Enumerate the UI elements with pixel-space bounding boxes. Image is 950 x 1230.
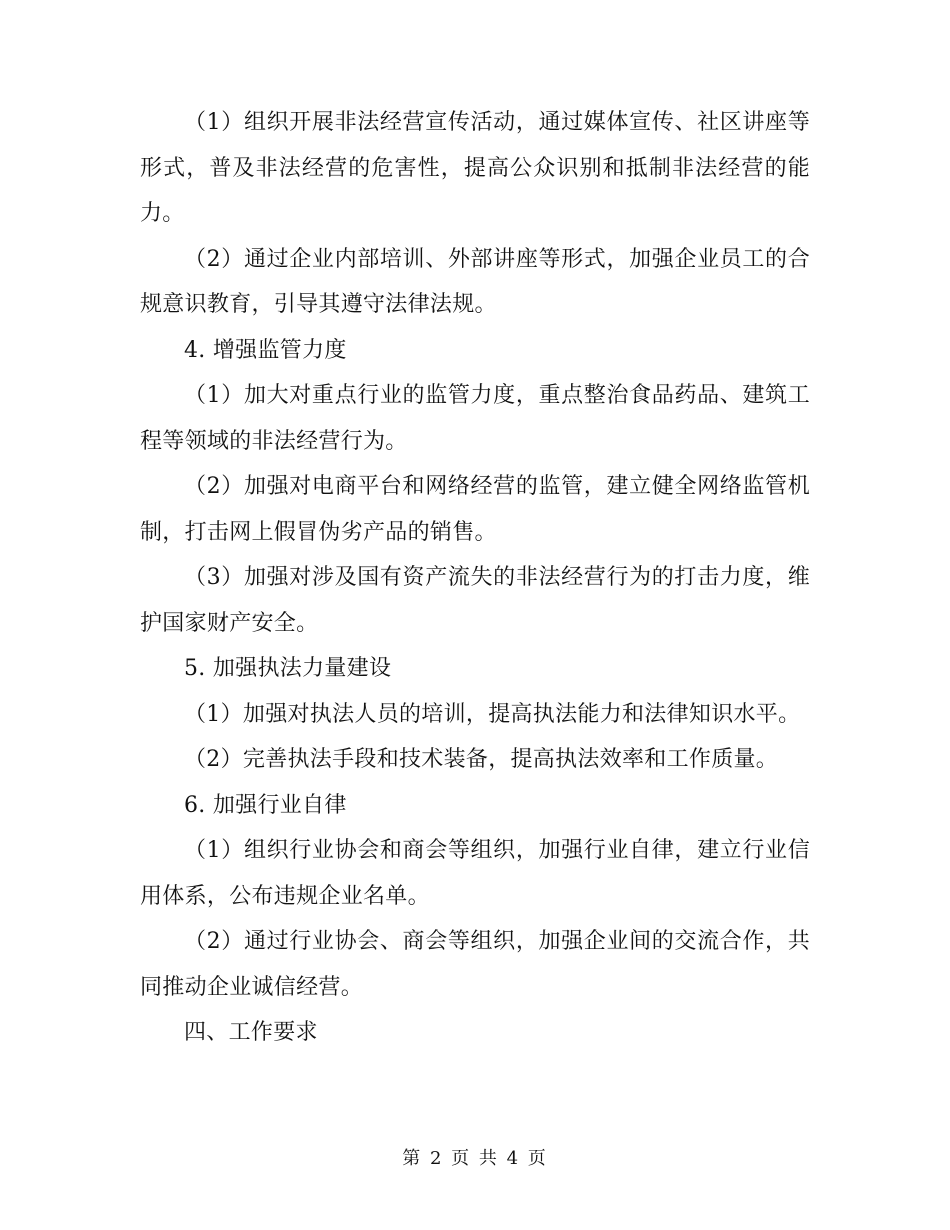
paragraph: （1）组织开展非法经营宣传活动，通过媒体宣传、社区讲座等形式，普及非法经营的危害性，提高公众识别和抵制非法经营的能力。 (140, 110, 810, 226)
paragraph: （2）完善执法手段和技术装备，提高执法效率和工作质量。 (184, 747, 779, 772)
section-heading: 6. 加强行业自律 (184, 792, 347, 818)
page-number-footer: 第 2 页 共 4 页 (402, 1148, 548, 1169)
paragraph: （2）加强对电商平台和网络经营的监管，建立健全网络监管机制，打击网上假冒伪劣产品的销售。 (140, 474, 810, 545)
paragraph: （3）加强对涉及国有资产流失的非法经营行为的打击力度，维护国家财产安全。 (140, 565, 810, 636)
document-body (140, 100, 810, 1056)
paragraph: （2）通过企业内部培训、外部讲座等形式，加强企业员工的合规意识教育，引导其遵守法律法规。 (140, 246, 810, 317)
section-heading: 4. 增强监管力度 (184, 337, 347, 363)
paragraph: （2）通过行业协会、商会等组织，加强企业间的交流合作，共同推动企业诚信经营。 (140, 929, 810, 1000)
paragraph: （1）加大对重点行业的监管力度，重点整治食品药品、建筑工程等领域的非法经营行为。 (140, 383, 810, 454)
paragraph: （1）加强对执法人员的培训，提高执法能力和法律知识水平。 (184, 701, 801, 727)
section-heading: 四、工作要求 (184, 1020, 318, 1045)
paragraph: （1）组织行业协会和商会等组织，加强行业自律，建立行业信用体系，公布违规企业名单。 (140, 838, 810, 909)
section-heading: 5. 加强执法力量建设 (184, 656, 392, 681)
